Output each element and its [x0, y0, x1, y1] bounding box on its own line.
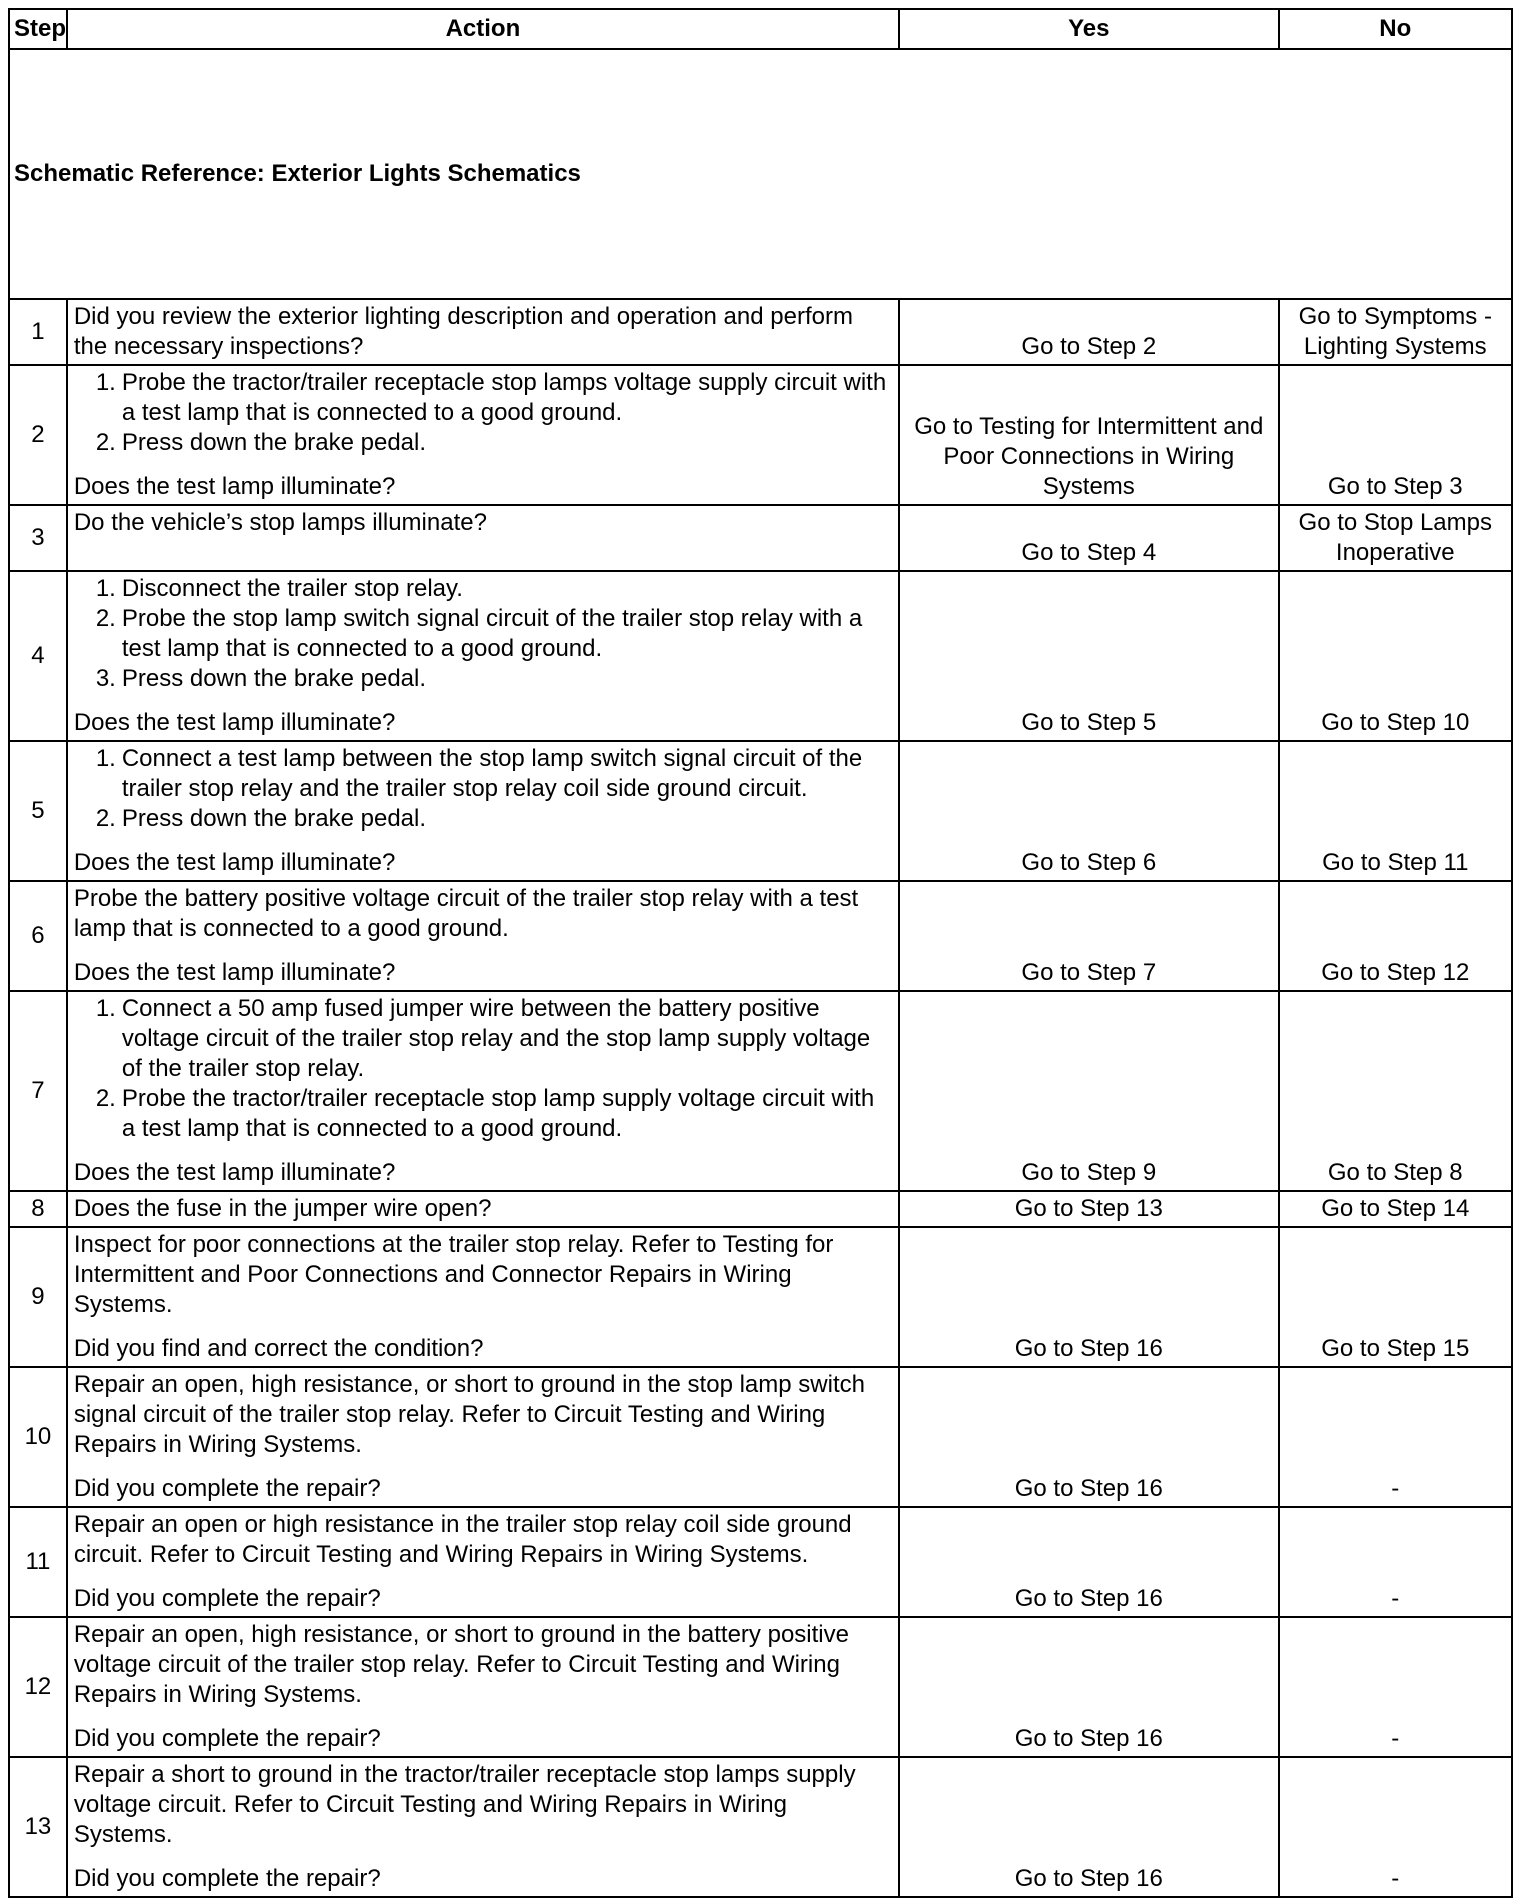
action-cell [67, 1191, 899, 1227]
list-text: Probe the tractor/trailer receptacle stop lamps voltage supply circuit with a test lamp that is connected to a good ground. [121, 369, 887, 426]
list-text: Probe the tractor/trailer receptacle stop lamp supply voltage circuit with a test lamp that is connected to a good ground. [121, 1085, 875, 1142]
header-step: Step [9, 9, 67, 49]
no-cell: Go to Step 8 [1279, 991, 1512, 1191]
action-cell [67, 1367, 899, 1507]
list-number: 1. [95, 995, 116, 1022]
no-cell: Go to Step 15 [1279, 1227, 1512, 1367]
action-question: Does the test lamp illuminate? [73, 959, 396, 986]
action-question: Does the test lamp illuminate? [73, 709, 396, 736]
step-number: 6 [9, 881, 67, 991]
action-cell [67, 1507, 899, 1617]
action-list-item [74, 368, 892, 428]
no-cell: - [1279, 1507, 1512, 1617]
table-row [9, 741, 1512, 881]
yes-cell: Go to Step 2 [899, 299, 1279, 365]
step-number: 5 [9, 741, 67, 881]
action-list-item [74, 744, 892, 804]
list-text: Probe the stop lamp switch signal circuit of the trailer stop relay with a test lamp that is connected to a good ground. [121, 605, 863, 662]
action-list-item [74, 574, 892, 604]
schematic-reference: Schematic Reference: Exterior Lights Schematics [9, 49, 1512, 299]
diagnostic-table [8, 8, 1513, 1898]
list-number: 2. [95, 605, 116, 632]
action-text: Do the vehicle’s stop lamps illuminate? [73, 509, 487, 536]
no-cell: Go to Symptoms - Lighting Systems [1279, 299, 1512, 365]
list-number: 1. [95, 745, 116, 772]
yes-cell: Go to Step 4 [899, 505, 1279, 571]
table-row [9, 299, 1512, 365]
action-question: Did you complete the repair? [73, 1585, 381, 1612]
action-list [74, 994, 892, 1144]
step-number: 1 [9, 299, 67, 365]
yes-cell: Go to Step 13 [899, 1191, 1279, 1227]
action-cell [67, 991, 899, 1191]
action-list [74, 368, 892, 458]
no-cell: Go to Step 12 [1279, 881, 1512, 991]
action-list-item [74, 664, 892, 694]
list-text: Press down the brake pedal. [121, 665, 427, 692]
step-number: 9 [9, 1227, 67, 1367]
table-row [9, 1757, 1512, 1897]
action-cell [67, 1757, 899, 1897]
list-text: Disconnect the trailer stop relay. [121, 575, 463, 602]
action-list [74, 574, 892, 694]
action-list-item [74, 994, 892, 1084]
no-cell: - [1279, 1617, 1512, 1757]
list-text: Press down the brake pedal. [121, 429, 427, 456]
table-row [9, 505, 1512, 571]
no-cell: Go to Step 10 [1279, 571, 1512, 741]
yes-cell: Go to Step 16 [899, 1227, 1279, 1367]
no-cell: Go to Step 11 [1279, 741, 1512, 881]
yes-cell: Go to Step 16 [899, 1617, 1279, 1757]
action-text: Repair a short to ground in the tractor/trailer receptacle stop lamps supply voltage circuit. Refer to Circuit Testing and Wiring Repairs in Wiring Systems. [73, 1761, 856, 1848]
action-question: Did you complete the repair? [73, 1475, 381, 1502]
action-text: Repair an open, high resistance, or short to ground in the stop lamp switch signal circuit of the trailer stop relay. Refer to Circuit Testing and Wiring Repairs in Wiring Systems. [73, 1371, 865, 1458]
header-row [9, 9, 1512, 49]
yes-cell: Go to Step 16 [899, 1507, 1279, 1617]
action-text: Does the fuse in the jumper wire open? [73, 1195, 492, 1222]
no-cell: Go to Step 14 [1279, 1191, 1512, 1227]
action-text: Did you review the exterior lighting description and operation and perform the necessary inspections? [73, 303, 853, 360]
list-number: 3. [95, 665, 116, 692]
step-number: 10 [9, 1367, 67, 1507]
yes-cell: Go to Step 9 [899, 991, 1279, 1191]
list-number: 1. [95, 369, 116, 396]
action-question: Did you complete the repair? [73, 1865, 381, 1892]
step-number: 13 [9, 1757, 67, 1897]
action-text: Repair an open, high resistance, or short to ground in the battery positive voltage circuit of the trailer stop relay. Refer to Circuit Testing and Wiring Repairs in Wiring Systems. [73, 1621, 849, 1708]
action-list-item [74, 804, 892, 834]
action-list-item [74, 1084, 892, 1144]
action-question: Does the test lamp illuminate? [73, 1159, 396, 1186]
action-list [74, 744, 892, 834]
header-action: Action [67, 9, 899, 49]
step-number: 12 [9, 1617, 67, 1757]
table-row [9, 1367, 1512, 1507]
no-cell: Go to Stop Lamps Inoperative [1279, 505, 1512, 571]
header-no: No [1279, 9, 1512, 49]
step-number: 7 [9, 991, 67, 1191]
list-text: Press down the brake pedal. [121, 805, 427, 832]
table-row [9, 365, 1512, 505]
table-row [9, 1227, 1512, 1367]
yes-cell: Go to Step 16 [899, 1367, 1279, 1507]
action-question: Did you complete the repair? [73, 1725, 381, 1752]
list-number: 2. [95, 429, 116, 456]
table-row [9, 571, 1512, 741]
table-row [9, 991, 1512, 1191]
yes-cell: Go to Step 5 [899, 571, 1279, 741]
action-text: Inspect for poor connections at the trailer stop relay. Refer to Testing for Intermittent and Poor Connections and Connector Repairs in Wiring Systems. [73, 1231, 834, 1318]
action-cell [67, 1227, 899, 1367]
no-cell: Go to Step 3 [1279, 365, 1512, 505]
yes-cell: Go to Step 6 [899, 741, 1279, 881]
action-list-item [74, 428, 892, 458]
action-list-item [74, 604, 892, 664]
action-cell [67, 881, 899, 991]
action-cell [67, 299, 899, 365]
action-cell [67, 505, 899, 571]
action-cell [67, 365, 899, 505]
no-cell: - [1279, 1367, 1512, 1507]
list-text: Connect a test lamp between the stop lamp switch signal circuit of the trailer stop relay and the trailer stop relay coil side ground circuit. [121, 745, 863, 802]
action-question: Did you find and correct the condition? [73, 1335, 484, 1362]
action-cell [67, 741, 899, 881]
action-text: Repair an open or high resistance in the trailer stop relay coil side ground circuit. Refer to Circuit Testing and Wiring Repairs in Wiring Systems. [73, 1511, 852, 1568]
list-text: Connect a 50 amp fused jumper wire between the battery positive voltage circuit of the trailer stop relay and the stop lamp supply voltage of the trailer stop relay. [121, 995, 871, 1082]
action-question: Does the test lamp illuminate? [73, 473, 396, 500]
schematic-reference-row [9, 49, 1512, 299]
list-number: 2. [95, 805, 116, 832]
step-number: 3 [9, 505, 67, 571]
step-number: 4 [9, 571, 67, 741]
list-number: 2. [95, 1085, 116, 1112]
yes-cell: Go to Testing for Intermittent and Poor Connections in Wiring Systems [899, 365, 1279, 505]
step-number: 2 [9, 365, 67, 505]
step-number: 11 [9, 1507, 67, 1617]
step-number: 8 [9, 1191, 67, 1227]
action-cell [67, 571, 899, 741]
action-question: Does the test lamp illuminate? [73, 849, 396, 876]
table-row [9, 881, 1512, 991]
list-number: 1. [95, 575, 116, 602]
action-text: Probe the battery positive voltage circuit of the trailer stop relay with a test lamp that is connected to a good ground. [73, 885, 859, 942]
header-yes: Yes [899, 9, 1279, 49]
table-row [9, 1507, 1512, 1617]
action-cell [67, 1617, 899, 1757]
yes-cell: Go to Step 7 [899, 881, 1279, 991]
table-row [9, 1191, 1512, 1227]
table-row [9, 1617, 1512, 1757]
no-cell: - [1279, 1757, 1512, 1897]
yes-cell: Go to Step 16 [899, 1757, 1279, 1897]
